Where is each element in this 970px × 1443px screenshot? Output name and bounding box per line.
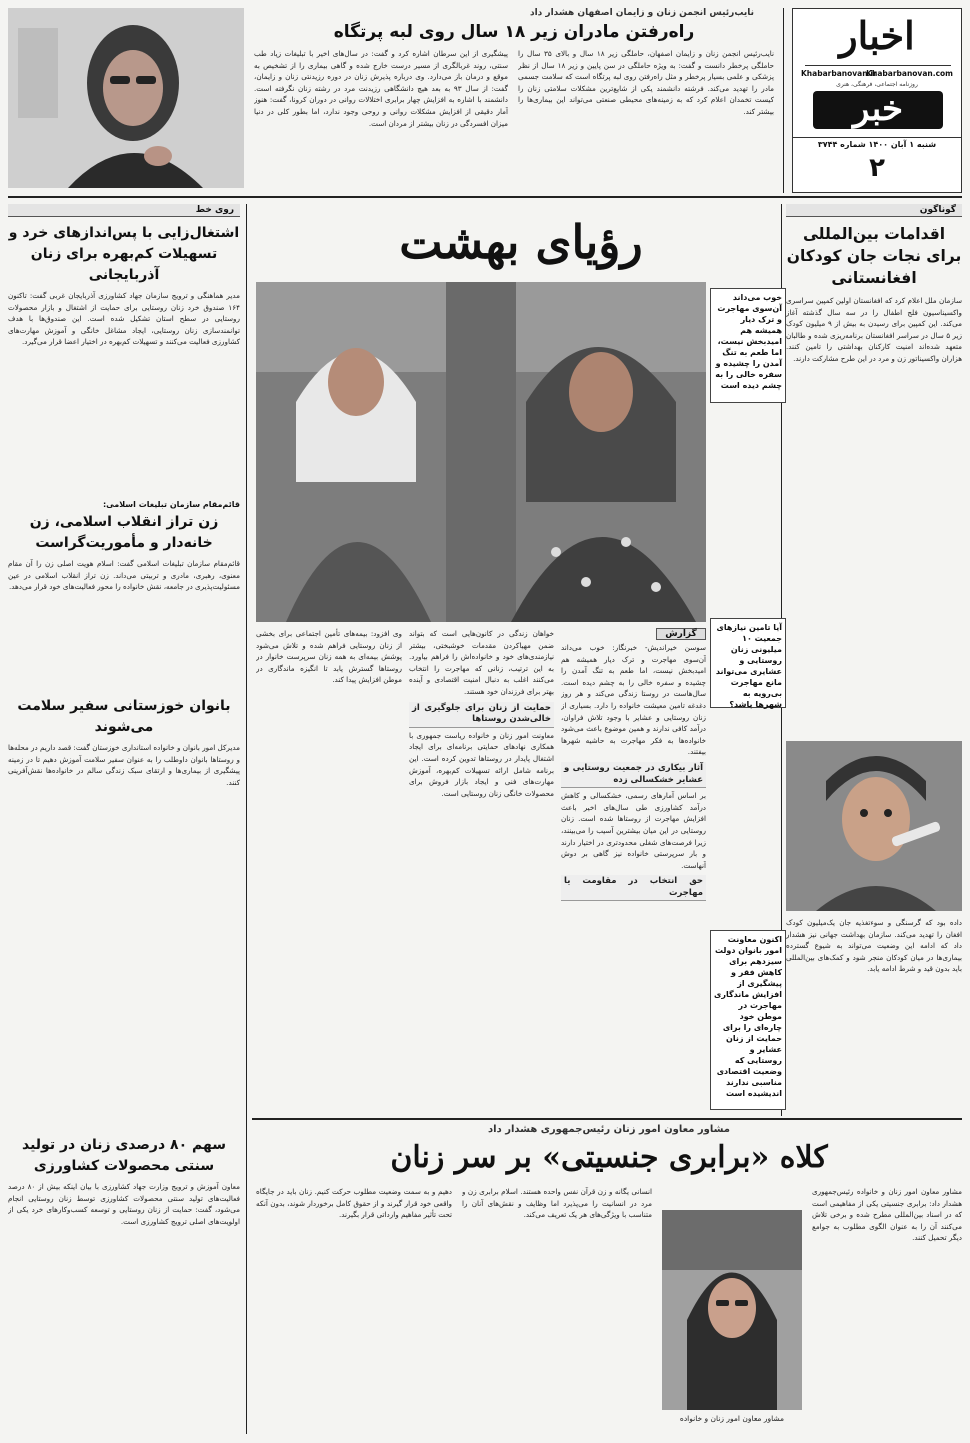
report-tag: گزارش — [656, 628, 706, 640]
tagline: روزنامه اجتماعی، فرهنگی، هنری — [836, 81, 918, 88]
left-body-1: مدیر هماهنگی و ترویج سازمان جهاد کشاورزی آذربایجان غربی گفت: تاکنون ۱۶۴ صندوق خرد زنان روستایی برای حمایت از اشتغال و بازار محصولات روستایی در سطح استان تشکیل شده است. این صندوق‌ها با هدف توانمندسازی زنان روستایی، ایجاد مشاغل خانگی و آموزش مهارت‌های کشاورزی فعالیت می‌کنند و تسهیلات کم‌بهره در اختیار اعضا قرار می‌گیرد. — [8, 291, 240, 347]
portrait-illustration — [8, 8, 244, 188]
left-headline-2: زن تراز انقلاب اسلامی، زن خانه‌دار و مأموریت‌گراست — [29, 514, 219, 551]
pull-quote-2 — [710, 618, 786, 708]
feature-body-a: سوسن خیراندیش- خبرنگار: خوب می‌داند آن‌سوی مهاجرت و ترک دیار همیشه هم امیدبخش نیست، اما طعم به تنگ آمدن را چشیده و سفره خالی را به چشم دیده است. سال‌هاست در روستا زندگی می‌کند و هر روز دغدغه تامین معیشت خانواده را دارد. بسیاری از زنان روستایی و عشایر با وجود تلاش فراوان، درآمد کافی ندارند و همین موضوع باعث می‌شود خانواده‌ها به فکر مهاجرت به حاشیه شهرها بیفتند. — [561, 643, 706, 757]
two-women-illustration — [256, 282, 706, 622]
feature-body-d: معاونت امور زنان و خانواده ریاست جمهوری با همکاری نهادهای حمایتی برنامه‌ای برای ایجاد اشتغال پایدار در روستاها تدوین کرده است. این برنامه شامل ارائه تسهیلات کم‌بهره، آموزش مهارت‌های فنی و ایجاد بازار فروش برای محصولات خانگی زنان روستایی است. — [409, 730, 554, 798]
right-headline: اقدامات بین‌المللی برای نجات جان کودکان افغانستانی — [786, 225, 962, 287]
feature-sub-1: آثار بیکاری در جمعیت روستایی و عشایر خشکسالی زده — [561, 762, 706, 788]
child-vaccination-illustration — [786, 741, 962, 911]
logo-word: خبر — [852, 89, 904, 129]
page-number: ۲ — [869, 153, 885, 183]
top-story — [254, 8, 774, 193]
masthead-title: اخبار — [839, 13, 915, 58]
top-story-col1: نایب‌رئیس انجمن زنان و زایمان اصفهان، حاملگی زیر ۱۸ سال و بالای ۳۵ سال را حاملگی پرخطر دانست و گفت: به ویژه حاملگی در سن پایین و زیر ۱۸ سال از نظر پزشکی و علمی بسیار پرخطر و مثل راه‌رفتن روی لبه پرتگاه است که سلامت جسمی مادر را تهدید می‌کند. فرشته دانشمند یکی از شایع‌ترین مشکلات سلامتی زنان را کیست تخمدان اعلام کرد که به زمینه‌های محیطی صنعتی می‌تواند این بیماری‌ها را بیشتر کند. — [518, 49, 774, 116]
bottom-body-3: دهیم و به سمت وضعیت مطلوب حرکت کنیم. زنان باید در جایگاه واقعی خود قرار گیرند و از حقوق کامل برخوردار شوند، بدون آنکه تحت تأثیر مفاهیم وارداتی قرار بگیرند. — [256, 1187, 452, 1220]
right-section-tag: گوناگون — [786, 204, 962, 217]
newspaper-logo — [813, 91, 943, 129]
left-headline-3: بانوان خوزستانی سفیر سلامت می‌شوند — [17, 698, 231, 735]
right-body: سازمان ملل اعلام کرد که افغانستان اولین کمپین سراسری واکسیناسیون فلج اطفال را در سه سال گذشته آغاز می‌کند. این کمپین برای رسیدن به بیش از ۹ میلیون کودک زیر ۵ سال در سراسر افغانستان برنامه‌ریزی شده و طالبان متعهد شده‌اند امنیت کارکنان بهداشتی را تامین کنند. هزاران واکسیناتور زن و مرد در این طرح مشارکت دارند. — [786, 296, 962, 363]
pull-quote-2-text: آیا تامین نیازهای جمعیت ۱۰ میلیونی زنان روستایی و عشایری می‌تواند مانع مهاجرت بی‌رویه به شهرها باشد؟ — [715, 623, 782, 709]
pull-quote-3-text: اکنون معاونت امور بانوان دولت سیزدهم برای کاهش فقر و پیشگیری از افزایش ماندگاری مهاجرت در موطن خود چاره‌ای را برای حمایت از زنان عشایر و روستایی که وضعیت اقتصادی مناسبی ندارند اندیشیده است — [714, 935, 782, 1098]
bottom-body-1: مشاور معاون امور زنان و خانواده رئیس‌جمهوری هشدار داد: برابری جنسیتی یکی از مفاهیمی است که در اسناد بین‌المللی مطرح شده و برخی تلاش می‌کنند آن را به عنوان الگوی مطلوب به جوامع دیگر تحمیل کنند. — [812, 1187, 962, 1243]
afghan-child-photo — [786, 741, 962, 911]
feature-columns — [256, 628, 706, 1114]
left-headline-1: اشتغال‌زایی با پس‌اندازهای خرد و تسهیلات کم‌بهره برای زنان آذربایجانی — [8, 225, 240, 283]
masthead — [792, 8, 962, 193]
left-body-4: معاون آموزش و ترویج وزارت جهاد کشاورزی با بیان اینکه بیش از ۸۰ درصد فعالیت‌های تولید سنتی محصولات کشاورزی توسط زنان روستایی انجام می‌شود، گفت: حمایت از زنان روستایی و توسعه کسب‌وکارهای خرد یکی از اولویت‌های اصلی ترویج کشاورزی است. — [8, 1182, 240, 1226]
pull-quote-1 — [710, 288, 786, 403]
date-line: شنبه ۱ آبان ۱۴۰۰ شماره ۳۷۴۴ — [793, 137, 961, 149]
feature-sub-3: حمایت از زنان برای جلوگیری از خالی‌شدن روستاها — [409, 702, 554, 728]
top-story-kicker: نایب‌رئیس انجمن زنان و زایمان اصفهان هشدار داد — [529, 8, 754, 18]
left-kicker-2: قائم‌مقام سازمان تبلیغات اسلامی: — [102, 500, 240, 509]
official-portrait-illustration — [662, 1210, 802, 1410]
left-body-2: قائم‌مقام سازمان تبلیغات اسلامی گفت: اسلام هویت اصلی زن را آن مقام معنوی، رهبری، مادری و تربیتی می‌داند. زن تراز انقلاب اسلامی در عین مسئولیت‌پذیری در جامعه، نقش خانواده را محور فعالیت‌های خود قرار می‌دهد. — [8, 559, 240, 592]
top-story-headline: راه‌رفتن مادران زیر ۱۸ سال روی لبه پرتگاه — [333, 22, 695, 42]
feature-photo — [256, 282, 706, 622]
top-portrait-photo — [8, 8, 244, 188]
right-body-2: داده بود که گرسنگی و سوءتغذیه جان یک‌میلیون کودک افغان را تهدید می‌کند. سازمان بهداشت جهانی نیز هشدار داد که ادامه این وضعیت می‌تواند به شیوع گسترده بیماری‌ها در میان کودکان منجر شود و کمک‌های بین‌المللی باید بدون قید و شرط ادامه یابد. — [786, 918, 962, 974]
bottom-story — [256, 1124, 962, 1436]
feature-body-e: وی افزود: بیمه‌های تأمین اجتماعی برای بخشی از زنان روستایی فراهم شده و تلاش می‌شود پوشش بیمه‌ای به همه زنان سرپرست خانوار در روستاها گسترش یابد تا انگیزه ماندگاری در موطن افزایش پیدا کند. — [256, 629, 402, 685]
bottom-portrait-photo — [662, 1210, 802, 1410]
bottom-body-2: انسانی یگانه و زن قرآن نفس واحده هستند. اسلام برابری زن و مرد در انسانیت را می‌پذیرد اما وظایف و نقش‌های آنان را متناسب با ویژگی‌های هر یک تعریف می‌کند. — [462, 1187, 652, 1220]
left-headline-4: سهم ۸۰ درصدی زنان در تولید سنتی محصولات کشاورزی — [21, 1137, 226, 1174]
pull-quote-1-text: خوب می‌داند آن‌سوی مهاجرت و ترک دیار همیشه هم امیدبخش نیست، اما طعم به تنگ آمدن را چشیده و سفره خالی را به چشم دیده است — [715, 293, 782, 390]
feature-body-b: بر اساس آمارهای رسمی، خشکسالی و کاهش درآمد کشاورزی طی سال‌های اخیر باعث افزایش مهاجرت از روستاها شده است. زنان روستایی در این میان بیشترین آسیب را می‌بینند، زیرا فرصت‌های شغلی محدودتری در اختیار دارند و بار سرپرستی خانواده نیز گاهی بر دوش آنهاست. — [561, 791, 706, 870]
right-column — [786, 204, 962, 1124]
site-url-1[interactable]: Khabarbanovan.ir — [801, 69, 877, 78]
site-url-2[interactable]: Khabarbanovan.com — [866, 69, 953, 78]
bottom-headline: کلاه «برابری جنسیتی» بر سر زنان — [390, 1140, 828, 1175]
bottom-caption: مشاور معاون امور زنان و خانواده — [679, 1414, 785, 1423]
left-section-tag: روی خط — [8, 204, 240, 217]
feature-body-c: خواهان زندگی در کانون‌هایی است که بتواند ضمن مهیاکردن مقدمات خوشبختی، بیشتر نیازمندی‌های خود و خانواده‌اش را فراهم بیاورد. به این ترتیب، زنانی که مهاجرت را انتخاب می‌کنند اغلب به دنبال امنیت اقتصادی و آینده بهتر برای فرزندان خود هستند. — [409, 629, 554, 696]
bottom-kicker: مشاور معاون امور زنان رئیس‌جمهوری هشدار داد — [488, 1124, 730, 1135]
left-column — [8, 204, 240, 1434]
feature-headline: رؤیای بهشت — [399, 215, 643, 269]
feature-sub-2: حق انتخاب در مقاومت یا مهاجرت — [561, 875, 706, 901]
pull-quote-3 — [710, 930, 786, 1110]
left-body-3: مدیرکل امور بانوان و خانواده استانداری خوزستان گفت: قصد داریم در محله‌ها و روستاها بانوان داوطلب را به عنوان سفیر سلامت آموزش دهیم تا در زمینه پیشگیری از بیماری‌ها و ارتقای سبک زندگی سالم در خانواده‌ها نقش‌آفرینی کنند. — [8, 743, 240, 787]
top-story-col2: پیشگیری از این سرطان اشاره کرد و گفت: در سال‌های اخیر با تبلیغات زیاد طب سنتی، روند غربالگری از مسیر درست خارج شده و گاهی بیماری را از تشخیص به موقع و درمان باز می‌دارد. وی درباره پذیرش زنان در دوره رزیدنتی زنان و زایمان، گفت: از سال ۹۳ به بعد هیچ دانشگاهی رزیدنت مرد در رشته زنان نگرفته است. دانشمند با اشاره به افزایش چهار برابری اختلالات روانی در دوران کرونا، گفت: هنوز آمار دقیقی از افزایش مشکلات روانی و روحی وجود ندارد، اما بطور کلی در دنیا میزان افسردگی در زنان بیشتر از مردان است. — [254, 49, 508, 128]
